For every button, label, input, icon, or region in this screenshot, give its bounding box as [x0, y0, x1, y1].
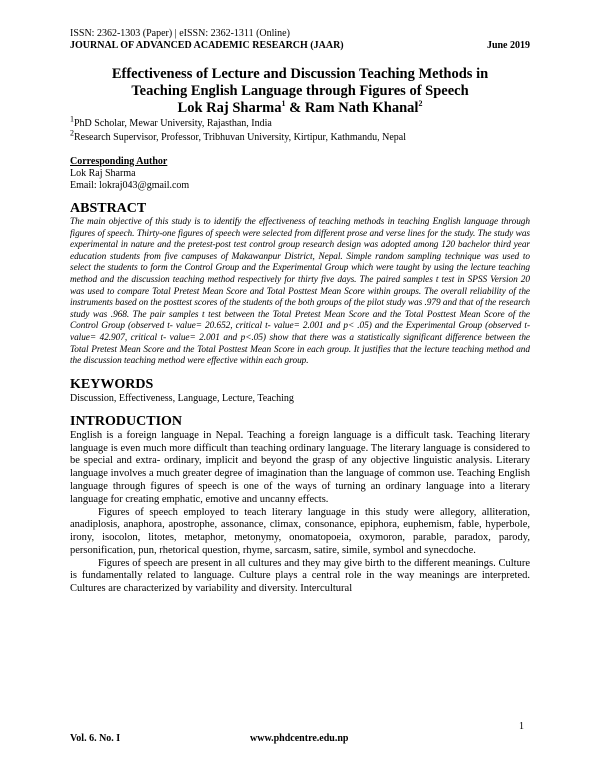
- issn-line: ISSN: 2362-1303 (Paper) | eISSN: 2362-1311 (Online): [70, 28, 290, 39]
- corresponding-author: [70, 156, 530, 192]
- journal-name: JOURNAL OF ADVANCED ACADEMIC RESEARCH (JAAR): [70, 40, 344, 51]
- paper-title: [70, 66, 530, 100]
- author-2-sup: 2: [418, 99, 423, 109]
- intro-paragraph-1: English is a foreign language in Nepal. Teaching a foreign language is a difficult task. Teaching literary language is even much more difficult than teaching ordinary language. The literary language is considered to be special and extra- ordinary, implicit and beyond the grasp of any objective linguistic analysis. Literary language involves a much greater degree of imagination than the language of common use. Teaching English language through figures of speech is one of the ways of turning an ordinary language into a literary language for creating emphatic, emotive and uncanny effects.: [70, 429, 530, 505]
- website-link[interactable]: www.phdcentre.edu.np: [250, 733, 349, 744]
- keywords-text: Discussion, Effectiveness, Language, Lecture, Teaching: [70, 392, 294, 404]
- introduction-heading: INTRODUCTION: [70, 413, 183, 429]
- volume-label: Vol. 6. No. I: [70, 733, 121, 744]
- abstract-text: The main objective of this study is to identify the effectiveness of teaching methods in teaching English language through figures of speech. Thirty-one figures of speech were selected from different prose and verse lines for the study. The study was experimental in nature and the pretest-post test control group research design was adopted among 120 bachelor third year education students from five campuses of Makawanpur District, Nepal. Simple random sampling technique was used to select the students to form the Control Group and the Experimental Group which were taught by using the lecture teaching method and the discussion teaching method respectively for thirty five days. The paired samples t test in SPSS Version 20 was used to compare Total Pretest Mean Score and Total Posttest Mean Score within groups. The overall reliability of the instruments based on the posttest scores of the students of the both groups of the pilot study was .979 and that of the research study was .968. The pair samples t test between the Total Pretest Mean Score and the Total Posttest Mean Score of the Control Group (observed t- value= 20.652, critical t- value= 2.001 and p< .05) and the Experimental Group (observed t- value= 42.907, critical t- value= 2.001 and p<.05) show that there was a statistically significant difference between the Total Pretest Mean Score and the Total Posttest Mean Score in each group. It justifies that the lecture teaching method and the discussion teaching method were effective within each group.: [70, 217, 530, 367]
- page-footer: [70, 733, 530, 745]
- affiliation-1: $^1$PhD Scholar, Mewar University, Rajasthan, India: [70, 114, 272, 129]
- title-line-1: Effectiveness of Lecture and Discussion Teaching Methods in: [111, 66, 489, 82]
- author-joiner: &: [285, 100, 305, 116]
- title-line-2: Teaching English Language through Figures of Speech: [131, 83, 469, 99]
- journal-header: [70, 40, 530, 52]
- corresponding-heading: Corresponding Author: [70, 156, 168, 167]
- page-number: 1: [519, 721, 524, 732]
- issue-date: June 2019: [486, 40, 530, 51]
- corresponding-name: Lok Raj Sharma: [70, 168, 136, 179]
- intro-paragraph-3: Figures of speech are present in all cultures and they may give birth to the different meanings. Culture is fundamentally related to language. Culture plays a central role in the way meanings are interpreted. Cultures are characterized by variability and diversity. Intercultural: [70, 557, 530, 595]
- affiliation-2: $^2$Research Supervisor, Professor, Tribhuvan University, Kirtipur, Kathmandu, Nepal: [70, 128, 406, 143]
- author-1-sup: 1: [281, 99, 286, 109]
- author-2: Ram Nath Khanal: [304, 100, 419, 116]
- author-1: Lok Raj Sharma: [177, 100, 282, 116]
- abstract-heading: ABSTRACT: [70, 201, 147, 216]
- corresponding-email: Email: lokraj043@gmail.com: [70, 180, 190, 191]
- keywords-heading: KEYWORDS: [70, 376, 154, 392]
- author-line: [70, 100, 530, 117]
- intro-paragraph-2: Figures of speech employed to teach literary language in this study were allegory, alliteration, anadiplosis, anaphora, apostrophe, assonance, climax, consonance, epiphora, euphemism, fable, hyperbole, irony, isocolon, litotes, metaphor, metonymy, onomatopoeia, oxymoron, parable, paradox, parody, personification, pun, rhetorical question, rhyme, sarcasm, satire, simile, symbol and synecdoche.: [70, 506, 530, 556]
